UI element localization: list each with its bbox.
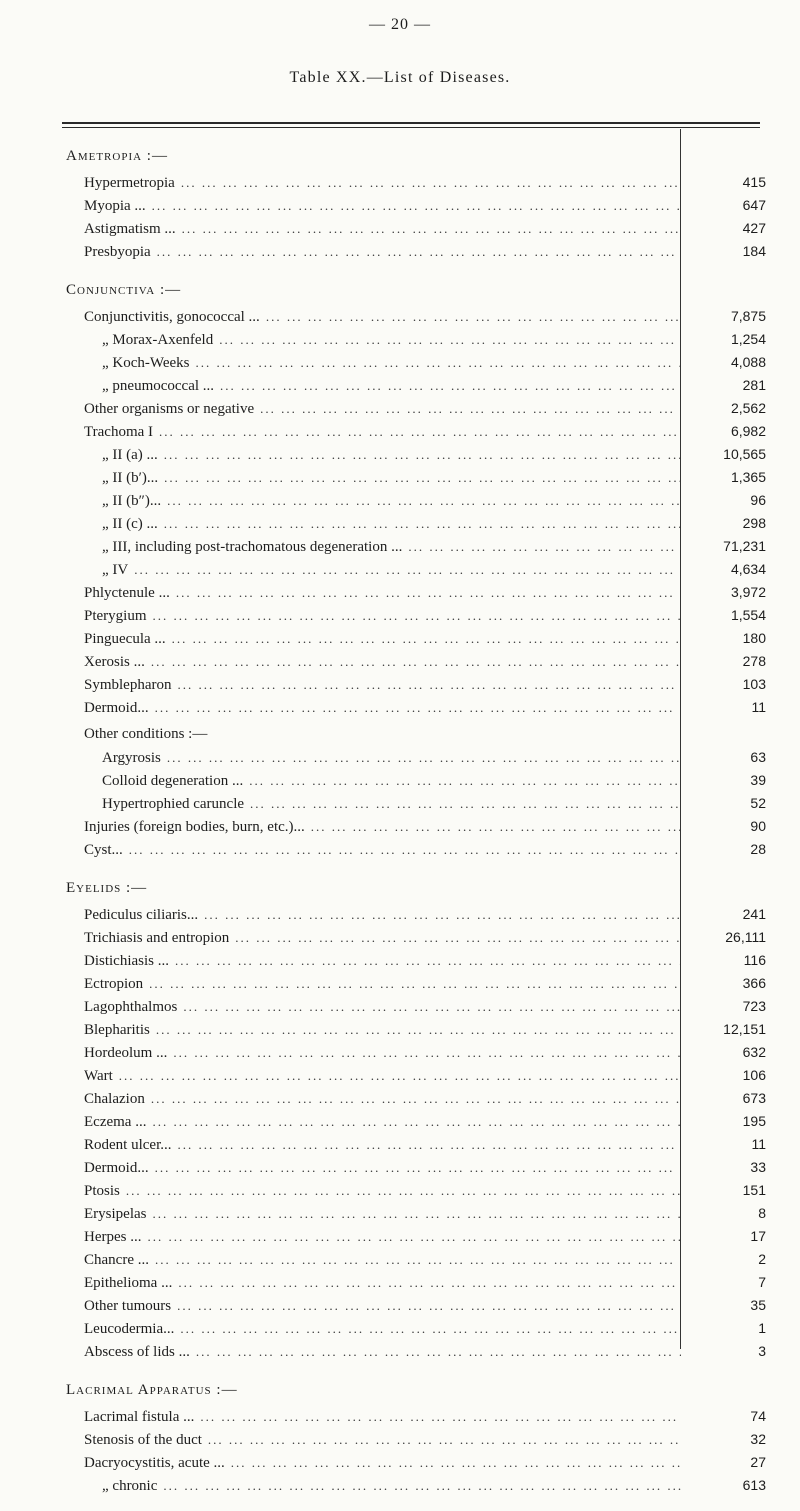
section-heading: Lacrimal Apparatus :—	[66, 1382, 238, 1398]
row-value: 427	[742, 220, 766, 236]
leader-dots	[231, 1451, 681, 1474]
row-value: 6,982	[730, 423, 766, 439]
leader-dots	[173, 1041, 681, 1064]
leader-dots	[181, 171, 681, 194]
table-row	[66, 604, 766, 627]
row-label: Wart	[84, 1068, 113, 1084]
table-row	[66, 1202, 766, 1225]
leader-dots	[219, 328, 681, 351]
row-value: 11	[751, 699, 766, 715]
leader-dots	[204, 903, 681, 926]
table-row	[66, 838, 766, 861]
row-label: „ II (a) ...	[102, 447, 158, 463]
table-row	[66, 305, 766, 328]
row-value: 39	[750, 772, 766, 788]
table-row	[66, 328, 766, 351]
leader-dots	[175, 949, 681, 972]
row-value: 74	[750, 1408, 766, 1424]
leader-dots	[177, 1133, 681, 1156]
table-row	[66, 650, 766, 673]
leader-dots	[250, 792, 681, 815]
table-row	[66, 489, 766, 512]
row-label: Chalazion	[84, 1091, 145, 1107]
row-value: 27	[750, 1454, 766, 1470]
table-row	[66, 194, 766, 217]
leader-dots	[172, 627, 681, 650]
table-row	[66, 673, 766, 696]
table-row	[66, 558, 766, 581]
row-value: 12,151	[723, 1021, 766, 1037]
row-label: Stenosis of the duct	[84, 1432, 202, 1448]
row-label: Distichiasis ...	[84, 953, 169, 969]
leader-dots	[408, 535, 681, 558]
row-value: 8	[758, 1205, 766, 1221]
row-label: Hypertrophied caruncle	[102, 796, 245, 812]
row-label: Presbyopia	[84, 244, 151, 260]
section-heading: Eyelids :—	[66, 880, 148, 896]
table-row	[66, 627, 766, 650]
row-value: 35	[750, 1297, 766, 1313]
section-heading: Conjunctiva :—	[66, 282, 182, 298]
row-label: Myopia ...	[84, 198, 146, 214]
row-value: 415	[742, 174, 766, 190]
table-row	[66, 1087, 766, 1110]
table-row	[66, 1428, 766, 1451]
section-lacrimal-apparatus	[66, 1377, 766, 1497]
row-label: Eczema ...	[84, 1114, 147, 1130]
row-value: 1	[758, 1320, 766, 1336]
row-value: 7,875	[730, 308, 766, 324]
table-row	[66, 949, 766, 972]
row-value: 241	[742, 906, 766, 922]
table-row	[66, 1340, 766, 1363]
table-row	[66, 217, 766, 240]
row-label: „ II (b′)...	[102, 470, 159, 486]
leader-dots	[176, 581, 681, 604]
table-row	[66, 420, 766, 443]
leader-dots	[159, 420, 681, 443]
row-value: 3,972	[730, 584, 766, 600]
table-row	[66, 1294, 766, 1317]
table-row	[66, 792, 766, 815]
row-value: 2,562	[730, 400, 766, 416]
table-row	[66, 1474, 766, 1497]
table-row	[66, 815, 766, 838]
row-value: 632	[742, 1044, 766, 1060]
row-value: 116	[743, 952, 766, 968]
leader-dots	[163, 1474, 681, 1497]
row-label: Herpes ...	[84, 1229, 142, 1245]
row-label: Ptosis	[84, 1183, 120, 1199]
table-row	[66, 746, 766, 769]
section-heading: Ametropia :—	[66, 148, 168, 164]
leader-dots	[260, 397, 681, 420]
leader-dots	[177, 1294, 681, 1317]
other-conditions-label: Other conditions :—	[84, 726, 208, 742]
table-row	[66, 374, 766, 397]
leader-dots	[164, 512, 681, 535]
leader-dots	[183, 995, 681, 1018]
row-label: Other tumours	[84, 1298, 172, 1314]
table-row	[66, 171, 766, 194]
leader-dots	[129, 838, 681, 861]
row-label: Epithelioma ...	[84, 1275, 173, 1291]
row-value: 33	[750, 1159, 766, 1175]
row-value: 1,254	[730, 331, 766, 347]
row-value: 4,634	[730, 561, 766, 577]
row-label: Argyrosis	[102, 750, 161, 766]
table-row	[66, 972, 766, 995]
table-row	[66, 696, 766, 719]
row-label: Trachoma I	[84, 424, 154, 440]
table-row	[66, 1110, 766, 1133]
leader-dots	[196, 1340, 681, 1363]
leader-dots	[155, 1156, 681, 1179]
table-row	[66, 466, 766, 489]
row-value: 278	[742, 653, 766, 669]
table-row	[66, 1018, 766, 1041]
row-label: Phlyctenule ...	[84, 585, 170, 601]
row-label: Xerosis ...	[84, 654, 145, 670]
row-value: 298	[742, 515, 766, 531]
row-label: Ectropion	[84, 976, 144, 992]
row-value: 723	[742, 998, 766, 1014]
table-row	[66, 351, 766, 374]
row-value: 7	[758, 1274, 766, 1290]
section-eyelids	[66, 875, 766, 1363]
table-row	[66, 581, 766, 604]
row-label: Blepharitis	[84, 1022, 150, 1038]
leader-dots	[155, 1248, 681, 1271]
row-value: 103	[742, 676, 766, 692]
row-label: Hordeolum ...	[84, 1045, 168, 1061]
row-value: 90	[750, 818, 766, 834]
table-row	[66, 535, 766, 558]
table-row	[66, 1156, 766, 1179]
row-label: Chancre ...	[84, 1252, 149, 1268]
leader-dots	[249, 769, 681, 792]
leader-dots	[164, 443, 681, 466]
leader-dots	[164, 466, 681, 489]
leader-dots	[152, 1110, 681, 1133]
row-label: Lagophthalmos	[84, 999, 178, 1015]
row-value: 1,554	[730, 607, 766, 623]
leader-dots	[180, 1317, 681, 1340]
leader-dots	[149, 972, 681, 995]
table-row	[66, 995, 766, 1018]
leader-dots	[152, 1202, 681, 1225]
row-value: 613	[742, 1477, 766, 1493]
row-value: 195	[742, 1113, 766, 1129]
table-row	[66, 443, 766, 466]
row-value: 63	[750, 749, 766, 765]
row-label: Pediculus ciliaris...	[84, 907, 199, 923]
row-value: 106	[742, 1067, 766, 1083]
leader-dots	[126, 1179, 681, 1202]
row-value: 151	[742, 1182, 766, 1198]
header-rule-thick	[62, 122, 760, 124]
table-row	[66, 926, 766, 949]
row-label: Colloid degeneration ...	[102, 773, 244, 789]
row-label: „ III, including post-trachomatous degeneration ...	[102, 539, 403, 555]
row-value: 3	[758, 1343, 766, 1359]
row-label: Trichiasis and entropion	[84, 930, 230, 946]
table-row	[66, 1133, 766, 1156]
table-row	[66, 1041, 766, 1064]
row-value: 11	[751, 1136, 766, 1152]
table-row	[66, 1271, 766, 1294]
leader-dots	[208, 1428, 681, 1451]
table-row	[66, 397, 766, 420]
row-label: Lacrimal fistula ...	[84, 1409, 195, 1425]
leader-dots	[178, 1271, 681, 1294]
row-value: 26,111	[725, 929, 766, 945]
row-label: Dacryocystitis, acute ...	[84, 1455, 225, 1471]
table-row	[66, 769, 766, 792]
row-label: Rodent ulcer...	[84, 1137, 172, 1153]
page-number: — 20 —	[369, 16, 431, 33]
row-label: Abscess of lids ...	[84, 1344, 190, 1360]
row-label: „ chronic	[102, 1478, 158, 1494]
table-row	[66, 1451, 766, 1474]
row-label: Symblepharon	[84, 677, 172, 693]
leader-dots	[220, 374, 681, 397]
row-label: Leucodermia...	[84, 1321, 175, 1337]
table-row	[66, 512, 766, 535]
row-label: Other organisms or negative	[84, 401, 255, 417]
row-label: Hypermetropia	[84, 175, 175, 191]
table-title: Table XX.—List of Diseases.	[289, 69, 511, 86]
leader-dots	[167, 489, 681, 512]
row-label: „ Koch-Weeks	[102, 355, 190, 371]
row-value: 52	[750, 795, 766, 811]
leader-dots	[200, 1405, 681, 1428]
row-value: 366	[742, 975, 766, 991]
row-value: 1,365	[730, 469, 766, 485]
row-label: Erysipelas	[84, 1206, 147, 1222]
row-value: 647	[742, 197, 766, 213]
leader-dots	[182, 217, 681, 240]
header-rule-thin	[62, 127, 760, 128]
row-label: Conjunctivitis, gonococcal ...	[84, 309, 260, 325]
leader-dots	[151, 1087, 681, 1110]
leader-dots	[311, 815, 681, 838]
row-value: 4,088	[730, 354, 766, 370]
leader-dots	[156, 1018, 681, 1041]
row-label: „ Morax-Axenfeld	[102, 332, 214, 348]
leader-dots	[155, 696, 681, 719]
leader-dots	[119, 1064, 681, 1087]
leader-dots	[151, 650, 681, 673]
row-value: 281	[742, 377, 766, 393]
table-row	[66, 1064, 766, 1087]
table-row	[66, 1248, 766, 1271]
row-value: 32	[750, 1431, 766, 1447]
row-value: 673	[742, 1090, 766, 1106]
row-value: 71,231	[723, 538, 766, 554]
row-value: 28	[750, 841, 766, 857]
leader-dots	[266, 305, 681, 328]
disease-list	[66, 143, 766, 1511]
row-label: „ pneumococcal ...	[102, 378, 215, 394]
row-label: „ II (b″)...	[102, 493, 162, 509]
row-label: Dermoid...	[84, 700, 149, 716]
row-label: Cyst...	[84, 842, 123, 858]
table-row	[66, 1405, 766, 1428]
leader-dots	[235, 926, 681, 949]
table-row	[66, 240, 766, 263]
leader-dots	[152, 194, 681, 217]
row-value: 180	[742, 630, 766, 646]
leader-dots	[153, 604, 682, 627]
row-label: Pterygium	[84, 608, 147, 624]
row-value: 10,565	[723, 446, 766, 462]
leader-dots	[134, 558, 681, 581]
row-label: Astigmatism ...	[84, 221, 176, 237]
row-value: 17	[750, 1228, 766, 1244]
table-row	[66, 1225, 766, 1248]
section-ametropia	[66, 143, 766, 263]
row-value: 96	[750, 492, 766, 508]
row-label: Dermoid...	[84, 1160, 149, 1176]
row-value: 2	[758, 1251, 766, 1267]
section-conjunctiva	[66, 277, 766, 861]
row-value: 184	[742, 243, 766, 259]
leader-dots	[147, 1225, 681, 1248]
table-row	[66, 1179, 766, 1202]
leader-dots	[157, 240, 681, 263]
table-row	[66, 1317, 766, 1340]
leader-dots	[196, 351, 681, 374]
row-label: „ II (c) ...	[102, 516, 158, 532]
row-label: Pinguecula ...	[84, 631, 166, 647]
leader-dots	[167, 746, 681, 769]
table-row	[66, 903, 766, 926]
row-label: „ IV	[102, 562, 129, 578]
leader-dots	[178, 673, 682, 696]
row-label: Injuries (foreign bodies, burn, etc.)...	[84, 819, 305, 835]
